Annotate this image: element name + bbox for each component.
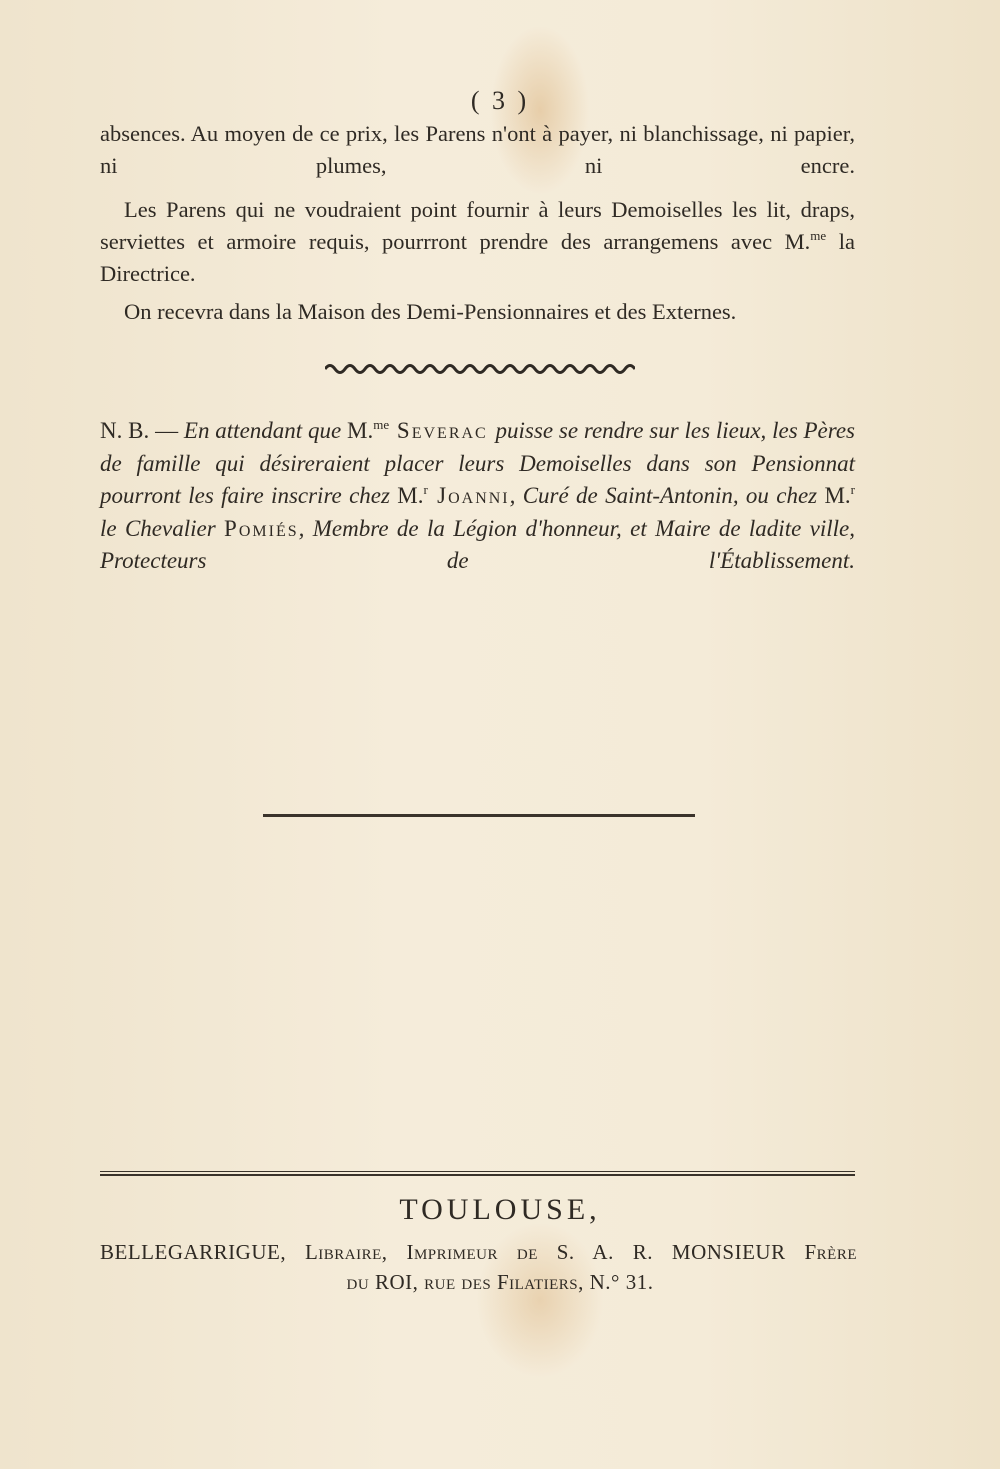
nb-title-2-sup: r [423, 482, 428, 497]
imprint-rule [100, 1171, 855, 1176]
nb-text-5: , Membre de la Légion d'honneur, et Maire de ladite ville, Protecteurs de l'Établissement. [100, 515, 856, 573]
nb-title-3: M. [824, 483, 851, 508]
nb-title-1: M. [347, 418, 374, 443]
paragraph-externes: On recevra dans la Maison des Demi-Pensionnaires et des Externes. [124, 299, 737, 324]
nb-title-3-sup: r [850, 482, 855, 497]
nb-text-2: puisse se rendre sur les lieux, les Pères de famille qui désireraient placer leurs Demoiselles dans son Pensionnat pourront les faire inscrire chez [100, 418, 856, 508]
nb-text-3: , Curé de Saint-Antonin, ou chez [509, 483, 825, 508]
nota-bene [100, 415, 855, 578]
nb-text-4: le Chevalier [100, 515, 225, 541]
page-number: ( 3 ) [470, 86, 530, 115]
nb-lead: N. B. — [100, 418, 184, 443]
middle-rule [263, 814, 695, 817]
imprint-city: TOULOUSE, [399, 1193, 601, 1226]
nb-title-1-sup: me [373, 417, 390, 432]
nb-text-1: En attendant que [183, 418, 348, 443]
imprint-line-1: BELLEGARRIGUE, Libraire, Imprimeur de S. A. R. MONSIEUR Frère [100, 1240, 857, 1264]
paragraph-parens-text: Les Parens qui ne voudraient point fournir à leurs Demoiselles les lit, draps, serviettes et armoire requis, pourrront prendre des arrangemens avec M. [100, 197, 855, 254]
superscript-me: me [810, 228, 827, 243]
paragraph-parens [100, 194, 855, 290]
paragraph-parens-end: la Directrice. [100, 229, 855, 286]
imprint-line-2: du ROI, rue des Filatiers, N.° 31. [346, 1270, 654, 1294]
paragraph-absences: absences. Au moyen de ce prix, les Parens n'ont à payer, ni blanchissage, ni papier, ni plumes, ni encre. [100, 121, 855, 178]
nb-title-2: M. [397, 483, 424, 508]
nb-name-joanni: Joanni [427, 483, 510, 508]
nb-name-pomies: Pomiés [224, 515, 299, 541]
nb-name-severac: Severac [389, 418, 496, 443]
ornamental-divider [325, 362, 635, 376]
